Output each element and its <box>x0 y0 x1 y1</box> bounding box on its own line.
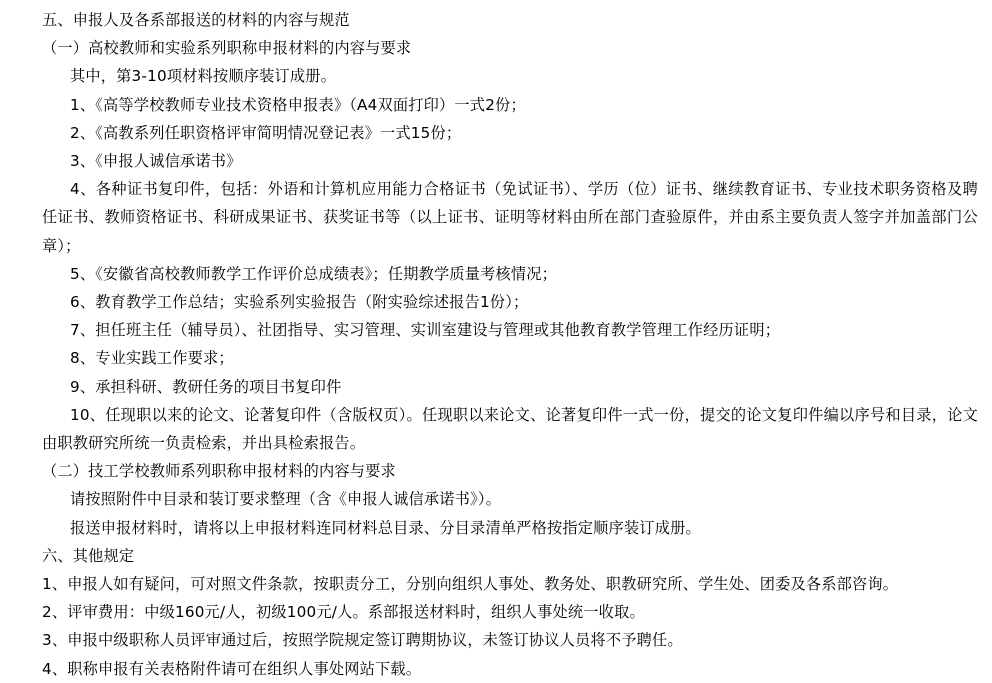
material-item-1: 1、《高等学校教师专业技术资格申报表》（A4双面打印）一式2份； <box>70 95 526 114</box>
subsection-2-heading: （二）技工学校教师系列职称申报材料的内容与要求 <box>42 462 396 481</box>
other-rule-3: 3、申报中级职称人员评审通过后，按照学院规定签订聘期协议，未签订协议人员将不予聘任。 <box>42 631 683 650</box>
material-item-4: 4、各种证书复印件，包括：外语和计算机应用能力合格证书（免试证书）、学历（位）证书、继续教育证书、专业技术职务资格及聘任证书、教师资格证书、科研成果证书、获奖证书等（以上证书、证明等材料由所在部门查验原件，并由系主要负责人签字并加盖部门公章）； <box>42 180 978 255</box>
material-item-10: 10、任现职以来的论文、论著复印件（含版权页）。任现职以来论文、论著复印件一式一份，提交的论文复印件编以序号和目录，论文由职教研究所统一负责检索，并出具检索报告。 <box>42 405 978 453</box>
material-item-8: 8、专业实践工作要求； <box>70 349 234 368</box>
other-rule-4: 4、职称申报有关表格附件请可在组织人事处网站下载。 <box>42 659 422 678</box>
attachment-note: 请按照附件中目录和装订要求整理（含《申报人诚信承诺书》）。 <box>70 490 502 509</box>
other-rule-2: 2、评审费用：中级160元/人，初级100元/人。系部报送材料时，组织人事处统一收取。 <box>42 603 645 622</box>
other-rule-1: 1、申报人如有疑问，可对照文件条款，按职责分工，分别向组织人事处、教务处、职教研究所、学生处、团委及各系部咨询。 <box>42 575 899 594</box>
material-item-6: 6、教育教学工作总结；实验系列实验报告（附实验综述报告1份）； <box>70 293 529 312</box>
section-5-heading: 五、申报人及各系部报送的材料的内容与规范 <box>42 11 350 29</box>
binding-note: 其中，第3-10项材料按顺序装订成册。 <box>70 67 337 86</box>
material-item-3: 3、《申报人诚信承诺书》 <box>70 152 242 171</box>
material-item-9: 9、承担科研、教研任务的项目书复印件 <box>70 377 342 396</box>
material-item-2: 2、《高教系列任职资格评审简明情况登记表》一式15份； <box>70 123 462 142</box>
material-item-5: 5、《安徽省高校教师教学工作评价总成绩表》；任期教学质量考核情况； <box>70 264 558 283</box>
submission-note: 报送申报材料时，请将以上申报材料连同材料总目录、分目录清单严格按指定顺序装订成册。 <box>70 518 701 537</box>
subsection-1-heading: （一）高校教师和实验系列职称申报材料的内容与要求 <box>42 39 412 58</box>
section-6-heading: 六、其他规定 <box>42 546 135 565</box>
material-item-7: 7、担任班主任（辅导员）、社团指导、实习管理、实训室建设与管理或其他教育教学管理工作经历证明； <box>70 321 781 340</box>
